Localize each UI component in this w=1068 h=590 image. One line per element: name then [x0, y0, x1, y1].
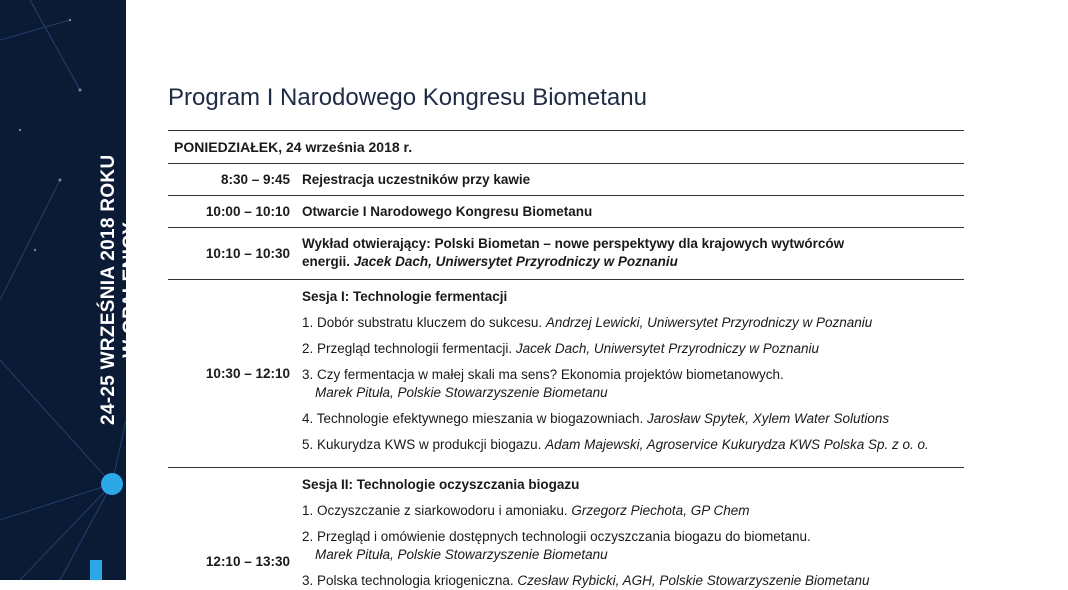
row-time: 8:30 – 9:45	[220, 172, 290, 187]
session-title: Sesja II: Technologie oczyszczania biogazu	[302, 477, 580, 492]
session-row	[168, 279, 964, 467]
row-time: 10:10 – 10:30	[205, 246, 290, 261]
table-row	[168, 163, 964, 195]
list-item: 1. Dobór substratu kluczem do sukcesu. Andrzej Lewicki, Uniwersytet Przyrodniczy w Poznaniu	[302, 315, 873, 330]
event-date-location	[98, 155, 142, 425]
list-item: 2. Przegląd i omówienie dostępnych technologii oczyszczania biogazu do biometanu. Marek Pituła, Polskie Stowarzyszenie Biometanu	[302, 529, 811, 562]
row-text: Otwarcie I Narodowego Kongresu Biometanu	[302, 204, 593, 219]
page-title: Program I Narodowego Kongresu Biometanu	[168, 84, 647, 111]
session-time: 12:10 – 13:30	[205, 554, 290, 569]
row-time: 10:00 – 10:10	[205, 204, 290, 219]
session-time: 10:30 – 12:10	[205, 366, 290, 381]
node-icon	[101, 473, 123, 495]
session-content	[290, 280, 964, 467]
session-content	[290, 468, 964, 588]
lecture-title-end: energii.	[302, 254, 351, 269]
list-item: 4. Technologie efektywnego mieszania w biogazowniach. Jarosław Spytek, Xylem Water Solutions	[302, 411, 890, 426]
table-row	[168, 227, 964, 279]
speaker: Jacek Dach, Uniwersytet Przyrodniczy w Poznaniu	[353, 254, 678, 269]
row-text: Rejestracja uczestników przy kawie	[302, 172, 531, 187]
list-item: 3. Czy fermentacja w małej skali ma sens? Ekonomia projektów biometanowych. Marek Pituła, Polskie Stowarzyszenie Biometanu	[302, 367, 784, 400]
list-item: 3. Polska technologia kriogeniczna. Czesław Rybicki, AGH, Polskie Stowarzyszenie Biometanu	[302, 573, 870, 588]
day-header: PONIEDZIAŁEK, 24 września 2018 r.	[174, 139, 413, 155]
list-item: 1. Oczyszczanie z siarkowodoru i amoniaku. Grzegorz Piechota, GP Chem	[302, 503, 750, 518]
list-item: 5. Kukurydza KWS w produkcji biogazu. Adam Majewski, Agroservice Kukurydza KWS Polska Sp. z o. o.	[302, 437, 929, 452]
event-location: W OPALENICY	[120, 221, 141, 358]
event-date: 24-25 WRZEŚNIA 2018 ROKU	[98, 154, 119, 425]
table-row	[168, 195, 964, 227]
session-row	[168, 467, 964, 588]
program-table	[168, 130, 964, 588]
sidebar-banner	[0, 0, 141, 580]
session-title: Sesja I: Technologie fermentacji	[302, 289, 508, 304]
row-text	[290, 228, 964, 279]
list-item: 2. Przegląd technologii fermentacji. Jacek Dach, Uniwersytet Przyrodniczy w Poznaniu	[302, 341, 820, 356]
lecture-title: Wykład otwierający: Polski Biometan – nowe perspektywy dla krajowych wytwórców	[302, 236, 845, 251]
